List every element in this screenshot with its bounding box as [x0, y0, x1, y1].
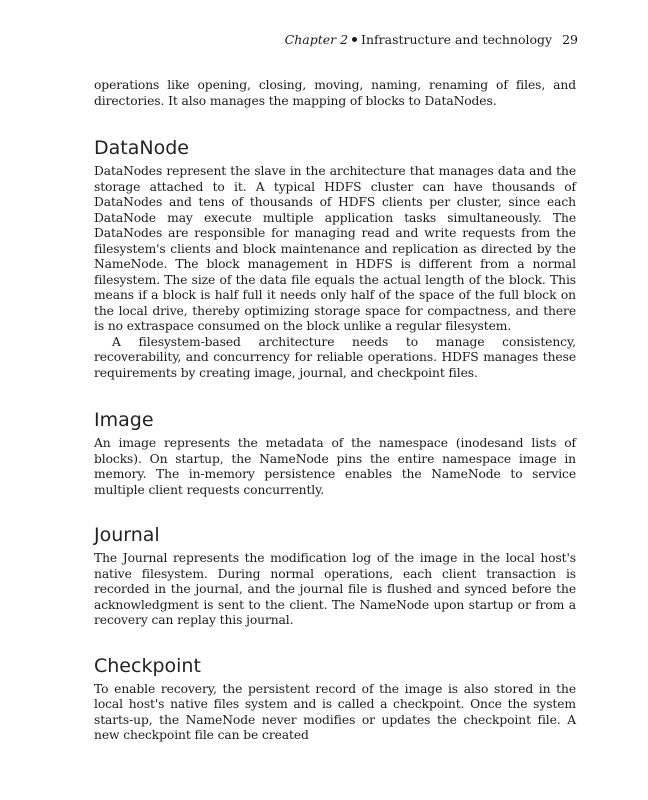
heading-datanode: DataNode: [94, 137, 189, 159]
journal-paragraph: The Journal represents the modification log of the image in the local host's native filesystem. During normal operations, each client transaction is recorded in the journal, and the journal file is flushed and synced before the acknowledgment is sent to the client. The NameNode upon startup or from a recovery can replay this journal.: [94, 551, 576, 627]
heading-journal: Journal: [94, 524, 160, 546]
datanode-paragraph-2: A filesystem-based architecture needs to manage consistency, recoverability, and concurrency for reliable operations. HDFS manages these requirements by creating image, journal, and checkpoint files.: [94, 334, 576, 380]
bullet-separator: [352, 37, 357, 42]
datanode-paragraph-1: DataNodes represent the slave in the architecture that manages data and the storage attached to it. A typical HDFS cluster can have thousands of DataNodes and tens of thousands of HDFS clients per cluster, since each DataNode may execute multiple application tasks simultaneously. The DataNodes are responsible for managing read and write requests from the filesystem's clients and block maintenance and replication as directed by the NameNode. The block management in HDFS is different from a normal filesystem. The size of the data file equals the actual length of the block. This means if a block is half full it needs only half of the space of the full block on the local drive, thereby optimizing storage space for compactness, and there is no extraspace consumed on the block unlike a regular filesystem.: [94, 164, 576, 333]
running-header: [285, 32, 578, 48]
chapter-label: Chapter 2: [284, 32, 349, 47]
image-paragraph: An image represents the metadata of the namespace (inodesand lists of blocks). On startup, the NameNode pins the entire namespace image in memory. The in-memory persistence enables the NameNode to service multiple client requests concurrently.: [94, 436, 576, 497]
heading-checkpoint: Checkpoint: [94, 654, 201, 677]
intro-paragraph: operations like opening, closing, moving, naming, renaming of files, and directories. It also manages the mapping of blocks to DataNodes.: [94, 78, 576, 108]
page-number: 29: [562, 32, 578, 47]
checkpoint-paragraph: To enable recovery, the persistent record of the image is also stored in the local host's native files system and is called a checkpoint. Once the system starts-up, the NameNode never modifies or updates the checkpoint file. A new checkpoint file can be created: [94, 681, 576, 742]
chapter-title: Infrastructure and technology: [361, 32, 553, 47]
page-content: [94, 78, 576, 744]
heading-image: Image: [94, 409, 154, 431]
